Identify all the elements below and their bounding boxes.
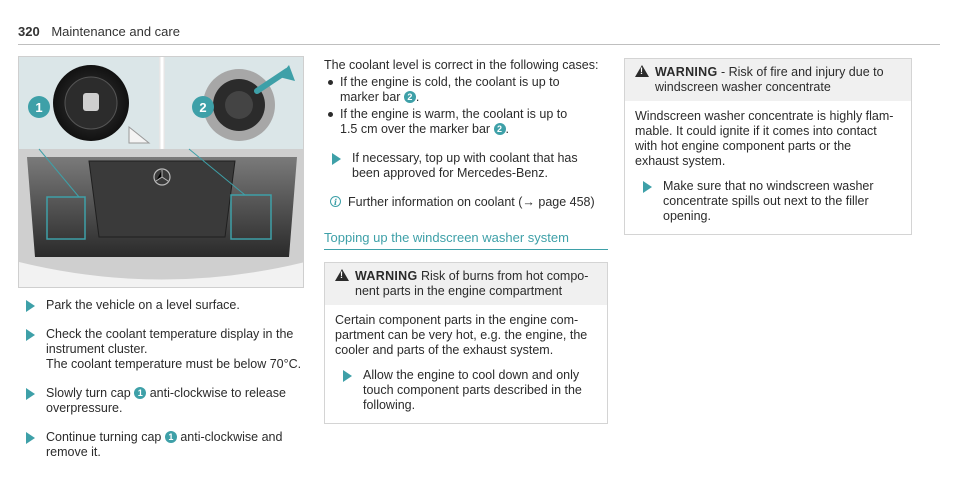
- column-3: [624, 58, 912, 235]
- marker-2-icon: [192, 96, 214, 118]
- step-arrow-icon: [332, 153, 341, 165]
- warning-header: ! WARNING Risk of burns from hot compo- nent parts in the engine compartment: [325, 263, 607, 305]
- step-arrow-icon: [643, 181, 652, 193]
- marker-1-icon: [28, 96, 50, 118]
- step-arrow-icon: [26, 329, 35, 341]
- column-2: [324, 58, 608, 424]
- warning-triangle-icon: [335, 269, 349, 281]
- marker-badge: 1: [134, 387, 146, 399]
- step-top-up: If necessary, top up with coolant that has been approved for Mercedes-Benz.: [324, 151, 608, 181]
- step-remove-cap: Continue turning cap 1 anti-clockwise and remove it.: [18, 430, 304, 460]
- step-allow-cool: Allow the engine to cool down and only touch component parts described in the following.: [335, 368, 597, 413]
- svg-text:2: 2: [199, 100, 207, 115]
- marker-badge: 2: [404, 91, 416, 103]
- warning-body: Windscreen washer concentrate is highly flam- mable. It could ignite if it comes into contact with hot engine component parts or the exhaust system. Make sure that no windscreen washer concentrate spills out next to the filler opening.: [625, 101, 911, 234]
- page-header: [18, 24, 180, 39]
- info-link-text[interactable]: Further information on coolant (→ page 458): [348, 195, 595, 209]
- section-title: Topping up the windscreen washer system: [324, 230, 569, 245]
- engine-illustration: [19, 57, 304, 288]
- step-check-temp: Check the coolant temperature display in the instrument cluster. The coolant temperature must be below 70°C.: [18, 327, 304, 372]
- step-arrow-icon: [26, 300, 35, 312]
- section-name: Maintenance and care: [51, 24, 180, 39]
- info-note[interactable]: [324, 195, 608, 210]
- list-item: If the engine is cold, the coolant is up to marker bar 2 .: [340, 75, 608, 105]
- info-icon: i: [330, 196, 341, 207]
- page-number: 320: [18, 24, 40, 39]
- marker-badge: 2: [494, 123, 506, 135]
- step-park: Park the vehicle on a level surface.: [18, 298, 304, 313]
- step-no-spill: Make sure that no windscreen washer concentrate spills out next to the filler opening.: [635, 179, 901, 224]
- coolant-cases-list: [324, 75, 608, 137]
- step-arrow-icon: [343, 370, 352, 382]
- warning-triangle-icon: [635, 65, 649, 77]
- warning-box-burns: [324, 262, 608, 424]
- header-divider: [18, 44, 940, 45]
- warning-header: ! WARNING - Risk of fire and injury due to windscreen washer concentrate: [625, 59, 911, 101]
- section-divider: [324, 249, 608, 250]
- engine-figure: [18, 56, 304, 288]
- step-arrow-icon: [26, 432, 35, 444]
- step-arrow-icon: [26, 388, 35, 400]
- svg-text:1: 1: [35, 100, 43, 115]
- step-turn-cap: Slowly turn cap 1 anti-clockwise to release overpressure.: [18, 386, 304, 416]
- coolant-intro: The coolant level is correct in the following cases:: [324, 58, 599, 72]
- column-1: [18, 298, 304, 474]
- warning-box-fire: [624, 58, 912, 235]
- marker-badge: 1: [165, 431, 177, 443]
- list-item: If the engine is warm, the coolant is up to 1.5 cm over the marker bar 2 .: [340, 107, 608, 137]
- warning-body: Certain component parts in the engine com- partment can be very hot, e.g. the engine, the cooler and parts of the exhaust system. Allow the engine to cool down and only touch component parts described in the following.: [325, 305, 607, 423]
